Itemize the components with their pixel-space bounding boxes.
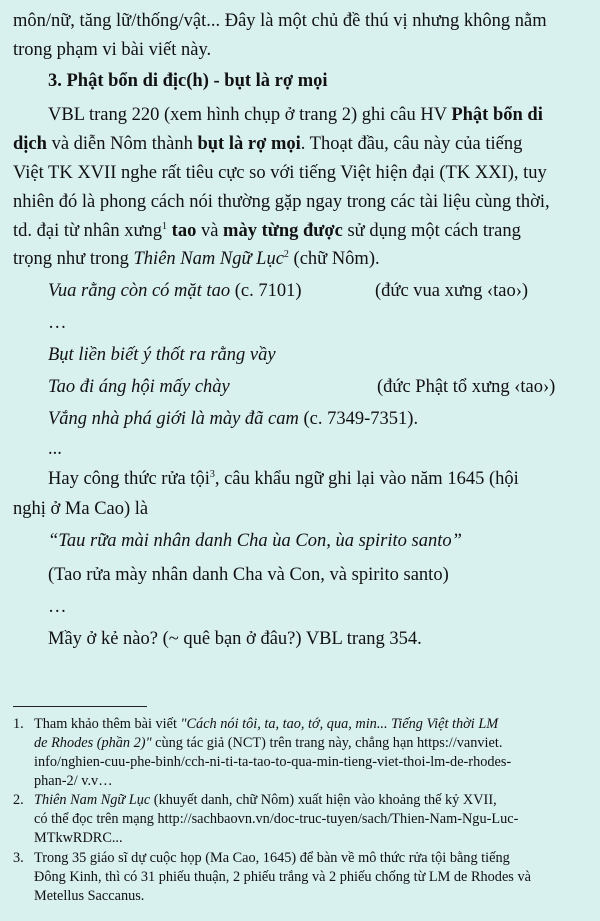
footnote-line: phan-2/ v.v…: [34, 773, 113, 789]
footnote-ref[interactable]: 3: [209, 468, 215, 480]
footnote-link[interactable]: có thể đọc trên mạng http://sachbaovn.vn/doc-truc-tuyen/sach/Thien-Nam-Ngu-Luc-: [34, 811, 519, 827]
ellipsis: ...: [48, 439, 62, 459]
footnote-number: 3.: [13, 850, 24, 866]
ellipsis: …: [48, 597, 67, 617]
text-line: Hay công thức rửa tội$^3$, câu khẩu ngữ ghi lại vào năm 1645 (hội: [48, 468, 519, 489]
verse-line: Bụt liền biết ý thốt ra rằng vầy: [48, 345, 276, 365]
footnote-line: Metellus Saccanus.: [34, 888, 145, 904]
footnote-link[interactable]: info/nghien-cuu-phe-binh/cch-ni-ti-ta-tao-to-qua-min-tieng-viet-thoi-lm-de-rhodes-: [34, 754, 512, 770]
footnote-line: Thiên Nam Ngữ Lục (khuyết danh, chữ Nôm) xuất hiện vào khoảng thế kỷ XVII,: [34, 792, 497, 808]
footnote-line: Trong 35 giáo sĩ dự cuộc họp (Ma Cao, 1645) để bàn về mô thức rửa tội bằng tiếng: [34, 850, 510, 866]
footnote-ref[interactable]: 1: [162, 220, 168, 232]
text-line: VBL trang 220 (xem hình chụp ở trang 2) ghi câu HV Phật bổn di: [48, 105, 543, 125]
verse-line: Vắng nhà phá giới là mày đã cam (c. 7349-7351).: [48, 409, 419, 429]
ellipsis: …: [48, 313, 67, 333]
footnote-line: Tham khảo thêm bài viết "Cách nói tôi, ta, tao, tớ, qua, min... Tiếng Việt thời LM: [34, 716, 499, 732]
text-line: nghị ở Ma Cao) là: [13, 499, 149, 519]
footnote-line: Đông Kinh, thì có 31 phiếu thuận, 2 phiếu trắng và 2 phiếu chống từ LM de Rhodes và: [34, 869, 531, 885]
quote-line: “Tau rữa mài nhân danh Cha ùa Con, ùa spirito santo”: [48, 531, 462, 551]
text-line: Mầy ở kẻ nào? (~ quê bạn ở đâu?) VBL trang 354.: [48, 629, 422, 649]
verse-line: Vua rằng còn có mặt tao (c. 7101): [48, 281, 302, 301]
section-heading: 3. Phật bổn di địc(h) - bụt là rợ mọi: [48, 71, 328, 91]
footnote-line: de Rhodes (phần 2)" cùng tác giả (NCT) trên trang này, chẳng hạn https://vanviet.: [34, 735, 503, 751]
text-line: trọng như trong Thiên Nam Ngữ Lục$^2$ (chữ Nôm).: [13, 248, 380, 269]
text-line: dịch và diễn Nôm thành bụt là rợ mọi. Thoạt đầu, câu này của tiếng: [13, 134, 523, 154]
verse-note: (đức vua xưng ‹tao›): [375, 281, 529, 301]
footnote-ref[interactable]: 2: [283, 248, 289, 260]
footnote-number: 2.: [13, 792, 24, 808]
footnote-separator: [13, 706, 147, 707]
text-line: Việt TK XVII nghe rất tiêu cực so với tiếng Việt hiện đại (TK XXI), tuy: [13, 163, 547, 183]
verse-line: Tao đi áng hội mấy chày: [48, 377, 230, 397]
text-line: môn/nữ, tăng lữ/thống/vật... Đây là một chủ đề thú vị nhưng không nằm: [13, 11, 547, 31]
text-line: trong phạm vi bài viết này.: [13, 40, 212, 60]
text-line: td. đại từ nhân xưng$^1$ tao và mày từng được sử dụng một cách trang: [13, 220, 521, 241]
footnote-line: MTkwRDRC...: [34, 830, 123, 846]
translation-line: (Tao rửa mày nhân danh Cha và Con, và spirito santo): [48, 565, 449, 585]
text-line: nhiên đó là phong cách nói thường gặp ngay trong các tài liệu cùng thời,: [13, 192, 550, 212]
verse-note: (đức Phật tổ xưng ‹tao›): [377, 377, 556, 397]
footnote-number: 1.: [13, 716, 24, 732]
